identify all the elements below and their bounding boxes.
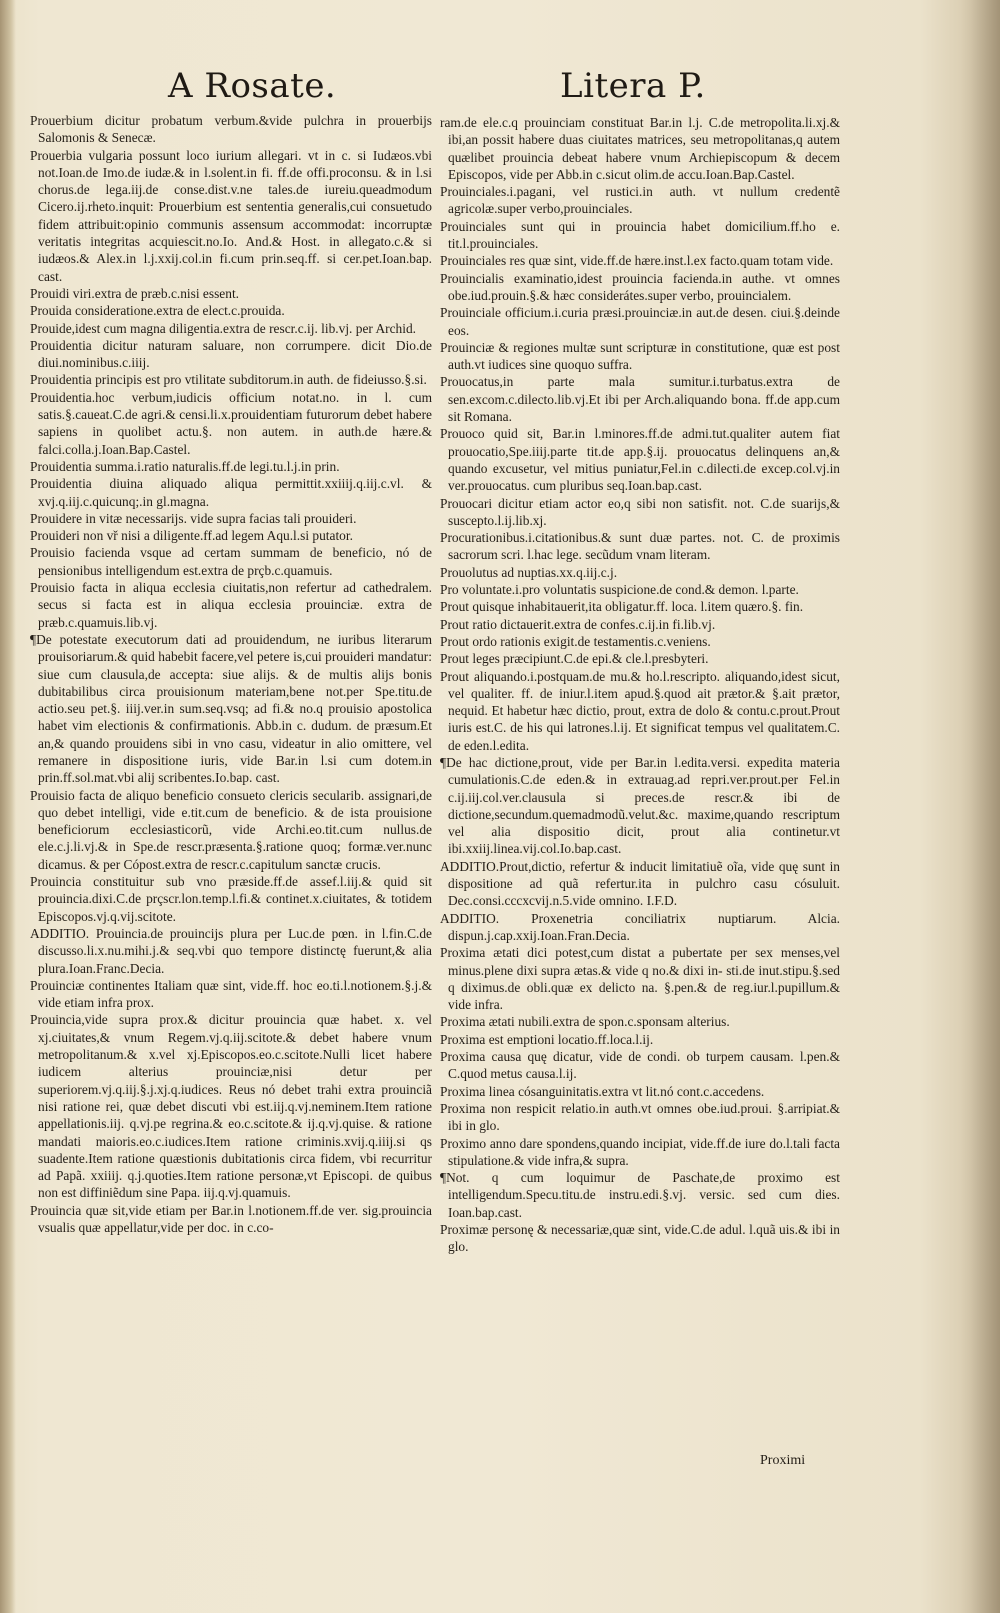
entry: Proxima causa quę dicatur, vide de condi. ob turpem causam. l.pen.& C.quod metus causa.l.ij. — [440, 1049, 840, 1082]
entry: Prouidi viri.extra de præb.c.nisi essent. — [30, 285, 240, 301]
entry: Prouidentia dicitur naturam saluare, non corrumpere. dicit Dio.de diui.nominibus.c.iiij. — [30, 337, 432, 371]
entry: Prouincialis examinatio,idest prouincia facienda.in authe. vt omnes obe.iud.prouin.§.& hæc considerátes.super verbo, prouincialem. — [440, 270, 840, 303]
entry: Prouinciales res quæ sint, vide.ff.de hære.inst.l.ex facto.quam totam vide. — [440, 253, 834, 269]
entry: Prout ordo rationis exigit.de testamentis.c.veniens. — [440, 633, 711, 649]
entry: ¶Not. q cum loquimur de Paschate,de proximo est intelligendum.Specu.titu.de instru.edi.§.vj. versic. sed cum dies. Ioan.bap.cast. — [440, 1170, 840, 1220]
entry: ram.de ele.c.q prouinciam constituat Bar.in l.j. C.de metropolita.li.xj.& ibi,an possit habere duas ciuitates matrices, seu metropolitanas,q autem quælibet prouincia debeat habere vnum Archiepiscopum & decem Episcopos, vide per Abb.in c.sicut olim.de accu.Ioan.Bap.Castel. — [440, 115, 840, 182]
catchword: Proximi — [760, 1453, 806, 1468]
entry: Prout aliquando.i.postquam.de mu.& ho.l.rescripto. aliquando,idest sicut, vel qualiter. ff. de iniur.l.item apud.§.quod ait prætor.& §.ait prætor, nequid. Et habetur hæc dictio, prout, extra de dolo & contu.c.prout.Prout iuris est.C. de his qui latrones.l.ij. Et significat tempus vel qualitatem.C. de eden.l.edita. — [440, 668, 840, 753]
running-head-right: Litera P. — [560, 66, 706, 106]
entry: Prouidentia.hoc verbum,iudicis officium notat.no. in l. cum satis.§.caueat.C.de agri.& censi.li.x.prouidentiam futurorum debet habere sapiens in quolibet actu.§. non autem. in auth.de hære.& falci.colla.j.Ioan.Bap.Castel. — [30, 389, 432, 457]
entry: Procurationibus.i.citationibus.& sunt duæ partes. not. C. de proximis sacrorum scri. l.hac lege. secũdum vnam literam. — [440, 530, 840, 563]
additio-entry: ADDITIO.Prout,dictio, refertur & inducit limitatiuẽ oĩa, vide quę sunt in dispositione ad quã refertur.ita in pulchro casu cósuluit. Dec.consi.cccxcvij.n.5.vide omnino. I.F.D. — [440, 858, 840, 909]
entry: Prouocatus,in parte mala sumitur.i.turbatus.extra de sen.excom.c.dilecto.lib.vj.Et ibi per Arch.aliquando bona. ff.de app.cum sit Romana. — [440, 374, 840, 425]
entry: Prouolutus ad nuptias.xx.q.iij.c.j. — [440, 564, 618, 580]
binding-gutter — [0, 0, 16, 1613]
entry: Prouocari dicitur etiam actor eo,q sibi non satisfit. not. C.de suarijs,& suscepto.l.ij.lib.xj. — [440, 495, 840, 528]
entry: Proximo anno dare spondens,quando incipiat, vide.ff.de iure do.l.tali facta stipulatione.& vide infra,& supra. — [440, 1135, 840, 1168]
entry: Prouincia constituitur sub vno præside.ff.de assef.l.iij.& quid sit prouincia.dixi.C.de prçscr.lon.temp.l.fi.& continet.x.ciuitates, & totidem Episcopos.vj.q.vij.scitote. — [30, 874, 432, 924]
entry: Prouinciale officium.i.curia præsi.prouinciæ.in aut.de desen. ciui.§.deinde eos. — [440, 305, 840, 338]
entry: Prouinciæ continentes Italiam quæ sint, vide.ff. hoc eo.ti.l.notionem.§.j.& vide etiam infra prox. — [30, 977, 432, 1011]
running-head-left: A Rosate. — [168, 66, 337, 106]
entry: Prouerbium dicitur probatum verbum.&vide pulchra in prouerbijs Salomonis & Senecæ. — [30, 113, 432, 146]
right-column — [440, 114, 840, 1256]
entry: Prouidentia diuina aliquado aliqua permittit.xxiiij.q.iij.c.vl. & xvj.q.iij.c.quicunq;.in gl.magna. — [30, 476, 432, 509]
entry: Proxima ætati dici potest,cum distat a pubertate per sex menses,vel minus.plene dixi supra ætas.& vide q no.& dixi in- sti.de inut.stipu.§.sed q diximus.de obli.quæ ex delicto na. §.pen.& de reg.iur.l.pupillum.& vide infra. — [440, 945, 840, 1013]
entry: Prouisio facienda vsque ad certam summam de beneficio, nó de pensionibus intelligendum est.extra de prçb.c.quamuis. — [30, 545, 432, 578]
entry: Prout quisque inhabitauerit,ita obligatur.ff. loca. l.item quæro.§. fin. — [440, 599, 804, 615]
entry: Prouidentia principis est pro vtilitate subditorum.in auth. de fideiusso.§.si. — [30, 372, 427, 388]
entry: Proxima ætati nubili.extra de spon.c.sponsam alterius. — [440, 1014, 730, 1030]
entry: Prout ratio dictauerit.extra de confes.c.ij.in fi.lib.vj. — [440, 616, 716, 632]
entry: Proximæ personę & necessariæ,quæ sint, vide.C.de adul. l.quã uis.& ibi in glo. — [440, 1222, 840, 1255]
entry: Prouinciales sunt qui in prouincia habet domicilium.ff.ho e. tit.l.prouinciales. — [440, 218, 840, 252]
entry: Prouinciæ & regiones multæ sunt scripturæ in constitutione, quæ est post auth.vt iudices sine quoquo suffra. — [440, 339, 840, 373]
entry: Proxima est emptioni locatio.ff.loca.l.ij. — [440, 1031, 654, 1047]
entry: Prouidere in vitæ necessarijs. vide supra facias tali prouideri. — [30, 510, 357, 526]
entry: ¶De hac dictione,prout, vide per Bar.in l.edita.versi. expedita materia cumulationis.C.de eden.& in extrauag.ad repri.ver.prout.per Fel.in c.ij.iij.col.ver.clausula si preces.de rescr.& ibi de dictione,secundum.quemadmodũ.velut.&c. maxime,quando rescriptum vel alia dispositio dicit, prout alia continetur.vt ibi.xxiij.linea.vij.col.Io.bap.cast. — [440, 754, 840, 857]
entry: Prouincia quæ sit,vide etiam per Bar.in l.notionem.ff.de ver. sig.prouincia vsualis quæ appellatur,vide per doc. in c.co- — [30, 1202, 432, 1235]
entry: Pro voluntate.i.pro voluntatis suspicione.de cond.& demon. l.parte. — [440, 582, 799, 598]
entry: Prouerbia vulgaria possunt loco iurium allegari. vt in c. si Iudæos.vbi not.Ioan.de Imo.de iudæ.& in l.solent.in fi. ff.de offi.proconsu. & in l.si chorus.de lega.iij.de conse.dist.v.ne tales.de iureiu.queadmodum Cicero.ij.rheto.inquit: Prouerbium est sententia generalis,cui consuetudo fidem attribuit:opinio communis assensum accommodat: incorruptæ veritatis integritas acquiescit.no.Io. And.& Host. in allegato.c.& si iudæos.& Alex.in l.j.xxij.col.in fi.cum prin.seq.ff. si cer.pet.Ioan.bap. cast. — [30, 147, 432, 284]
additio-entry: ADDITIO. Prouincia.de prouincijs plura per Luc.de pœn. in l.fin.C.de discusso.li.x.nu.mihi.j.& seq.vbi quo tempore distinctę fuerunt,& alia plura.Ioan.Franc.Decia. — [30, 925, 432, 976]
entry: ¶De potestate executorum dati ad prouidendum, ne iuribus literarum prouisoriarum.& quid habebit facere,vel petere is,cui prouideri mandatur: siue cum clausula,de accepta: siue alijs. & de multis alijs bonis dubitabilibus circa prouisionum materiam,bene not.per Spe.titu.de actio.seu pet.§. iiij.ver.in sum.seq.vsq; ad fi.& no.q prouisio apostolica habet vim electionis & confirmationis. Abb.in c. dudum. de præsum.Et an,& quando prouidens sibi in vno casu, videatur in alio omittere, vel remanere in dispositione iuris, vide Bar.in l.si cum dotem.in prin.ff.sol.mat.vbi alij scribentes.Io.bap. cast. — [30, 631, 432, 786]
entry: Prouincia,vide supra prox.& dicitur prouincia quæ habet. x. vel xj.ciuitates,& vnum Regem.vj.q.iij.scitote.& debet habere vnum metropolitanum.& x.vel xj.Episcopos.eo.c.scitote.Nulli licet habere iudicem alterius prouinciæ,nisi detur per superiorem.vj.q.iij.§.j.xj.q.iudices. Reus nó debet trahi extra prouinciã nisi ratione rei, quæ debet discuti vbi est.iij.q.vj.neminem.Item ratione appellationis.iij. q.vj.pe regrina.& eo.c.scitote.& ij.q.vj.quise. & ratione mandati maioris.eo.c.iudices.Item ratione criminis.xvij.q.iiij.si qs suadente.Item ratione quæstionis dubitationis circa fidem, vbi recurritur ad Papã. xxiiij. q.j.quoties.Item ratione personæ,vt Episcopi. de quibus non est diffiniẽdum sine Papa. iij.q.vj.quamuis. — [30, 1012, 432, 1201]
entry: Prouinciales.i.pagani, vel rustici.in auth. vt nullum credentẽ agricolæ.super verbo,prouinciales. — [440, 184, 840, 217]
left-column — [30, 112, 432, 1236]
entry: Prout leges præcipiunt.C.de epi.& cle.l.presbyteri. — [440, 651, 709, 667]
entry: Proxima non respicit relatio.in auth.vt omnes obe.iud.proui. §.arripiat.& ibi in glo. — [440, 1100, 840, 1134]
page-edge-shadow — [960, 0, 1000, 1613]
entry: Prouisio facta de aliquo beneficio consueto clericis secularib. assignari,de quo debet intelligi, vide e.tit.cum de beneficio. & de ista prouisione beneficiorum ecclesiasticorũ, vide Archi.eo.tit.cum nullus.de ele.c.j.li.vj.& in Spe.de rescr.præsenta.§.ratione quoq; formæ.ver.nunc dicamus. & per Cópost.extra de rescr.c.capitulum sanctæ crucis. — [30, 787, 432, 872]
additio-entry: ADDITIO. Proxenetria conciliatrix nuptiarum. Alcia. dispun.j.cap.xxij.Ioan.Fran.Decia. — [440, 910, 840, 943]
entry: Prouide,idest cum magna diligentia.extra de rescr.c.ij. lib.vj. per Archid. — [30, 320, 416, 336]
entry: Prouidentia summa.i.ratio naturalis.ff.de legi.tu.l.j.in prin. — [30, 458, 340, 474]
entry: Prouoco quid sit, Bar.in l.minores.ff.de admi.tut.qualiter autem fiat prouocatio,Spe.iiij.parte tit.de app.§.ij. prouocatus delinquens an,& quando excusetur, vel mitius puniatur,Fel.in c.dilecti.de excep.col.vj.in ver.prouocatus. cum pluribus seq.Ioan.bap.cast. — [440, 426, 840, 494]
entry: Prouisio facta in aliqua ecclesia ciuitatis,non refertur ad cathedralem. secus si facta est in aliqua ecclesia prouinciæ. extra de præb.c.quamuis.lib.vj. — [30, 580, 432, 630]
entry: Prouideri non vř nisi a diligente.ff.ad legem Aqu.l.si putator. — [30, 528, 353, 544]
entry: Prouida consideratione.extra de elect.c.prouida. — [30, 303, 285, 319]
entry: Proxima linea cósanguinitatis.extra vt lit.nó cont.c.accedens. — [440, 1083, 765, 1099]
